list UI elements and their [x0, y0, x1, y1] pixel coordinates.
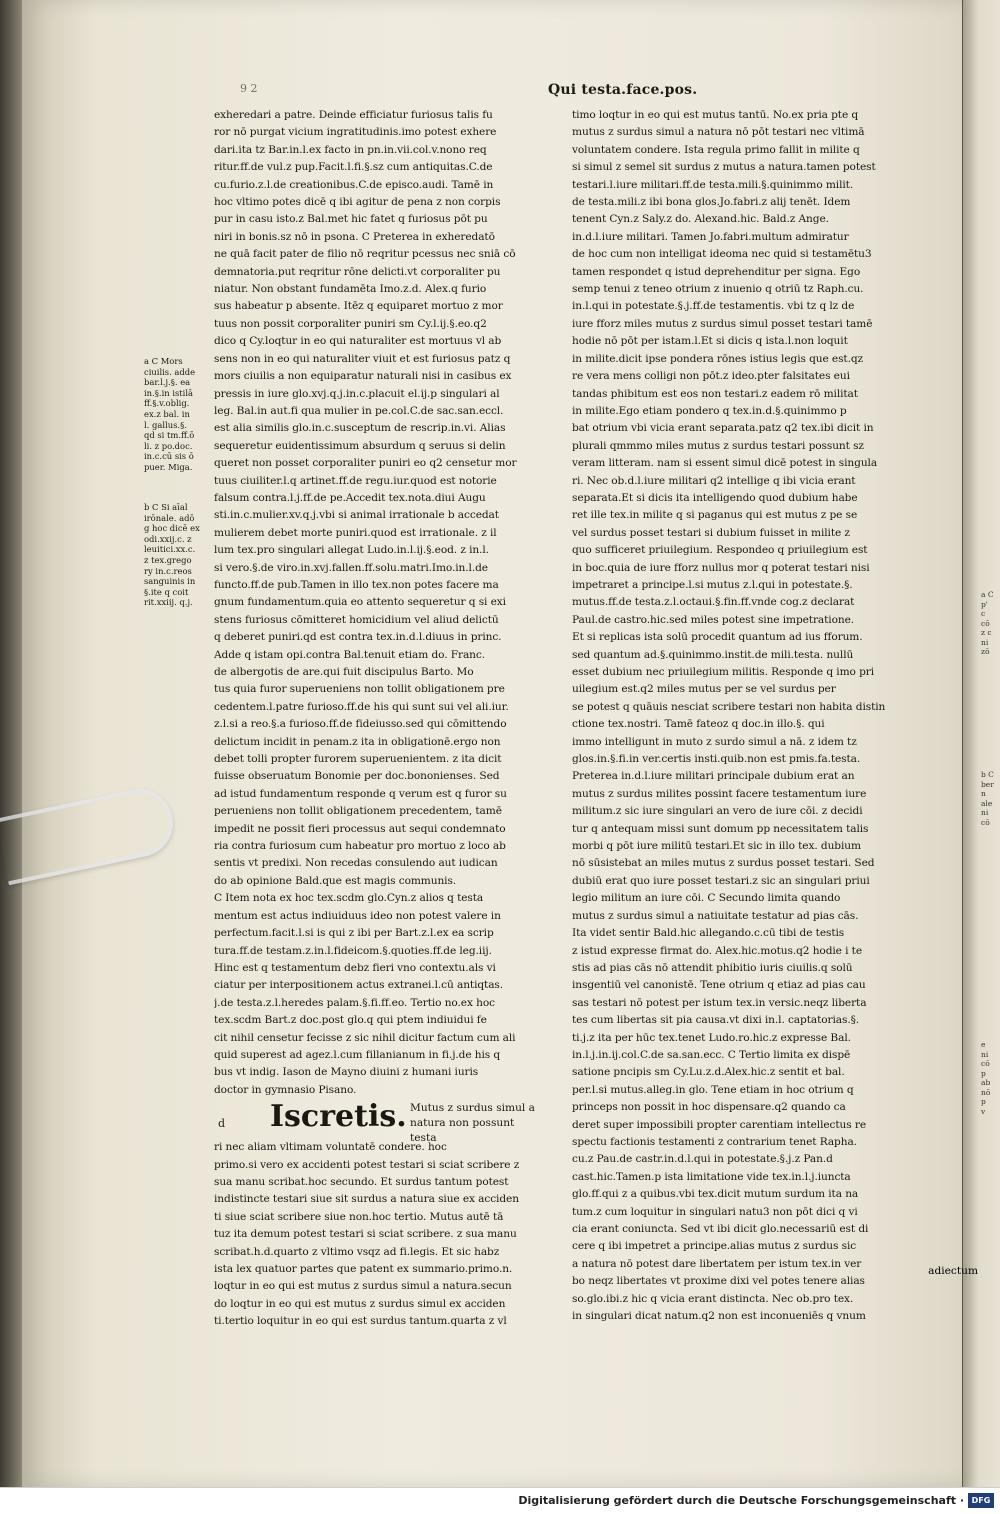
initial-side-text [410, 1101, 540, 1146]
text-line: iure fforz miles mutus z surdus simul posset testari tamē [572, 317, 873, 330]
text-line: tura.ff.de testam.z.in.l.fideicom.§.quoties.ff.de leg.iij. [214, 944, 492, 957]
text-line: mors ciuilis a non equiparatur naturali nisi in casibus ex [214, 370, 512, 383]
text-line: separata.Et si dicis ita intelligendo quod dubium habe [572, 491, 858, 504]
text-line: bo neqz libertates vt proxime dixi vel potes tenere alias [572, 1275, 865, 1288]
note-line: g hoc dicē ex [144, 523, 200, 534]
text-line: morbi q pōt iure militū testari.Et sic in illo tex. dubium [572, 840, 861, 853]
note-line: ale [981, 798, 993, 808]
note-line: ab [981, 1078, 991, 1087]
text-line: glo.ff.qui z a quibus.vbi tex.dicit mutum surdum ita na [572, 1188, 859, 1201]
text-line: de albergotis de are.qui fuit discipulus Barto. Mo [214, 666, 474, 678]
funding-credit: Digitalisierung gefördert durch die Deutsche Forschungsgemeinschaft · [518, 1494, 964, 1507]
note-line: ciuilis. adde [144, 366, 196, 377]
text-line: sequeretur euidentissimum absurdum q seruus si delin [214, 439, 506, 452]
text-line: in.l.qui in potestate.§.j.ff.de testamentis. vbi tz q lz de [572, 300, 855, 313]
text-line: functo.ff.de pub.Tamen in illo tex.non potes facere ma [214, 578, 499, 591]
marginal-note-b [144, 502, 214, 608]
note-line: ex.z bal. in [144, 408, 190, 419]
text-line: semp tenui z teneo otrium z inuenio q otriū tz Raph.cu. [572, 283, 864, 296]
text-line: in milite.dicit ipse pondera rōnes istius legis que est.qz [572, 352, 864, 365]
text-line: do ab opinione Bald.que est magis communis. [214, 874, 457, 887]
text-line: vel surdus posset testari si dubium fuisset in milite z [572, 526, 850, 539]
text-line: mentum est actus indiuiduus ideo non potest valere in [214, 909, 501, 922]
text-line: in milite.Ego etiam pondero q tex.in.d.§.quinimmo p [572, 404, 847, 417]
left-text-column [214, 107, 536, 1331]
note-line: ry in.c.reos [144, 565, 192, 576]
text-line: de hoc cum non intelligat ideoma nec quid si testamētu3 [572, 248, 872, 261]
text-line: tes cum libertas sit pia causa.vt dixi in.l. captatorias.§. [572, 1014, 860, 1027]
note-line: zō [981, 647, 990, 656]
text-line: delictum incidit in penam.z ita in obligationē.ergo non [214, 735, 501, 748]
note-line: bar.l.j.§. ea [144, 377, 191, 388]
text-line: Mutus z surdus simul a [410, 1102, 535, 1115]
text-line: quo sufficeret priuilegium. Respondeo q priuilegium est [572, 544, 868, 557]
text-line: queret non posset corporaliter puniri eo q2 censetur mor [214, 457, 517, 470]
note-line: b C Si aīal [144, 502, 188, 512]
text-line: mutus z surdus simul a natura nō pōt testari nec vltimā [572, 126, 865, 139]
note-line: cō [981, 817, 990, 827]
text-line: tamen respondet q istud deprehenditur per signa. Ego [572, 265, 861, 278]
adjacent-page-edge [962, 0, 1000, 1487]
text-line: exheredari a patre. Deinde efficiatur furiosus talis fu [214, 109, 493, 121]
text-line: natura non possunt testa [410, 1117, 515, 1145]
text-line: nō sūsistebat an miles mutus z surdus posset testari. Sed [572, 857, 875, 870]
note-line: z tex.grego [144, 554, 192, 565]
text-line: z.l.si a reo.§.a furioso.ff.de fideiusso.sed qui cōmittendo [214, 718, 507, 731]
running-title: Qui testa.face.pos. [548, 82, 698, 98]
dfg-logo: DFG [968, 1493, 994, 1508]
text-line: tenent Cyn.z Saly.z do. Alexand.hic. Bald.z Ange. [572, 213, 829, 226]
note-line: rit.xxiij. q.j. [144, 597, 193, 608]
text-line: stis ad pias cās nō attendit phibitio iuris ciuilis.q solū [572, 961, 853, 974]
text-line: stens furiosus cōmitteret homicidium vel aliud delictū [214, 613, 499, 626]
text-line: mutus.ff.de testa.z.l.octaui.§.fin.ff.vnde cog.z declarat [572, 596, 855, 609]
text-line: esset dubium nec priuilegium militis. Responde q imo pri [572, 666, 875, 678]
text-line: ret ille tex.in milite q si paganus qui est mutus z pe se [572, 509, 858, 522]
text-line: princeps non possit in hoc dispensare.q2 quando ca [572, 1101, 846, 1114]
footer-bar [0, 1487, 1000, 1514]
text-line: pur in casu isto.z Bal.met hic fatet q furiosus pōt pu [214, 213, 488, 226]
text-line: tuus non possit corporaliter puniri sm Cy.l.ij.§.eo.q2 [214, 317, 487, 330]
text-line: j.de testa.z.l.heredes palam.§.fi.ff.eo. Tertio no.ex hoc [214, 996, 495, 1009]
note-line: li. z po.doc. [144, 440, 193, 451]
text-line: uilegium est.q2 miles mutus per se vel surdus per [572, 683, 836, 696]
text-line: cu.z Pau.de castr.in.d.l.qui in potestate.§.j.z Pan.d [572, 1153, 833, 1166]
note-line: c [981, 609, 986, 618]
note-line: ni [981, 808, 989, 817]
note-line: b C [981, 770, 994, 779]
text-line: z istud expresse firmat do. Alex.hic.motus.q2 hodie i te [572, 944, 862, 957]
text-line: cere q ibi impetret a principe.alias mutus z surdus sic [572, 1240, 857, 1253]
note-line: p [981, 1068, 986, 1078]
text-line: cedentem.l.patre furioso.ff.de his qui sunt sui vel ali.iur. [214, 700, 509, 713]
text-line: ctione tex.nostri. Tamē fateoz q doc.in illo.§. qui [572, 718, 825, 731]
text-line: se potest q quāuis nesciat scribere testari non habita distin [572, 700, 886, 713]
text-line: glos.in.§.fi.in ver.certis insti.quib.non est pmis.fa.testa. [572, 753, 861, 766]
adjacent-page-fragment-lower [981, 1040, 1000, 1116]
text-line: tuus ciuiliter.l.q artinet.ff.de regu.iur.quod est notorie [214, 474, 497, 487]
text-line: ti.j.z ita per hūc tex.tenet Ludo.ro.hic.z expresse Bal. [572, 1031, 851, 1044]
text-line: ri. Nec ob.d.l.iure militari q2 intellige q ibi vicia erant [572, 474, 856, 487]
text-line: si vero.§.de viro.in.xvj.fallen.ff.solu.matri.Imo.in.l.de [214, 561, 488, 574]
text-line: scribat.h.d.quarto z vltimo vsqz ad fi.legis. Et sic habz [214, 1245, 500, 1258]
text-line: ti siue sciat scribere siue non.hoc tertio. Mutus autē tā [214, 1210, 504, 1223]
note-line: leuitici.xx.c. [144, 544, 196, 555]
text-line: testari.l.iure militari.ff.de testa.mili.§.quinimmo milit. [572, 178, 854, 191]
text-line: a natura nō potest dare libertatem per istum tex.in ver [572, 1257, 862, 1270]
text-line: sua manu scribat.hoc secundo. Et surdus tantum potest [214, 1175, 509, 1188]
text-line: tandas phibitum est eos non testari.z eadem rō militat [572, 387, 858, 400]
text-line: q deberet puniri.qd est contra tex.in.d.l.diuus in princ. [214, 631, 502, 644]
adjacent-page-fragment-middle [981, 770, 1000, 827]
text-line: si simul z semel sit surdus z mutus a natura.tamen potest [572, 161, 876, 174]
text-line: in boc.quia de iure fforz nullus mor q poterat testari nisi [572, 561, 870, 574]
note-line: cō [981, 618, 990, 628]
section-opening [214, 1099, 536, 1145]
text-line: re vera mens colligi non pōt.z ideo.pter falsitates eui [572, 370, 850, 383]
note-line: irōnale. adō [144, 512, 195, 523]
text-line: niri in bonis.sz nō in psona. C Preterea in exheredatō [214, 230, 495, 243]
note-line: p [981, 1097, 986, 1106]
text-line: sed quantum ad.§.quinimmo.instit.de mili.testa. nullū [572, 648, 854, 661]
text-line: impedit ne possit fieri processus aut sequi condemnato [214, 822, 506, 835]
text-line: ritur.ff.de vul.z pup.Facit.l.fi.§.sz cum antiquitas.C.de [214, 161, 493, 174]
text-line: demnatoria.put reqritur rōne delicti.vt corporaliter pu [214, 265, 501, 278]
text-line: voluntatem condere. Ista regula primo fallit in milite q [572, 143, 860, 156]
note-line: z c [981, 628, 992, 637]
text-line: ne quā facit pater de filio nō reqritur pcessus nec sniā cō [214, 248, 516, 261]
text-line: timo loqtur in eo qui est mutus tantū. No.ex pria pte q [572, 109, 859, 121]
text-line: sti.in.c.mulier.xv.q.j.vbi si animal irrationale b accedat [214, 509, 499, 522]
text-line: fuisse obseruatum Bonomie per doc.bononienses. Sed [214, 770, 500, 783]
text-line: per.l.si mutus.alleg.in glo. Tene etiam in hoc otrium q [572, 1083, 854, 1096]
text-line: tur q antequam missi sunt domum pp necessitatem talis [572, 822, 869, 835]
text-line: tuz ita demum potest testari si sciat scribere. z sua manu [214, 1228, 517, 1241]
text-line: doctor in gymnasio Pisano. [214, 1083, 357, 1096]
text-line: cu.furio.z.l.de creationibus.C.de episco.audi. Tamē in [214, 178, 494, 191]
note-line: ff.§.v.oblig. [144, 398, 190, 409]
text-line: sus habeatur p absente. Itēz q equiparet mortuo z mor [214, 300, 503, 313]
text-line: dari.ita tz Bar.in.l.ex facto in pn.in.vii.col.v.nono req [214, 143, 487, 156]
text-line: perueniens non tollit obligationem precedentem, tamē [214, 805, 502, 818]
text-line: impetraret a principe.l.si mutus z.l.qui in potestate.§. [572, 578, 853, 591]
text-line: niatur. Non obstant fundamēta Imo.z.d. Alex.q furio [214, 283, 487, 296]
text-line: perfectum.facit.l.si is qui z ibi per Bart.z.l.ex ea scrip [214, 927, 494, 940]
text-line: ad istud fundamentum responde q verum est q furor su [214, 787, 507, 800]
text-line: cit nihil censetur fecisse z sic nihil dicitur factum cum ali [214, 1031, 516, 1044]
text-line: ror nō purgat vicium ingratitudinis.imo potest exhere [214, 126, 497, 139]
text-line: militum.z sic iure singulari an vero de iure cōi. z decidi [572, 805, 863, 818]
text-line: ista lex quatuor partes que patent ex summario.primo.n. [214, 1263, 513, 1275]
text-line: hoc vltimo potes dicē q ibi agitur de pena z non corpis [214, 196, 501, 209]
text-line: mulierem debet morte puniri.quod est irrationale. z il [214, 526, 497, 539]
text-line: Hinc est q testamentum debz fieri vno contextu.als vi [214, 961, 496, 974]
text-line: falsum contra.l.j.ff.de pe.Accedit tex.nota.diui Augu [214, 491, 486, 504]
text-line: ciatur per interpositionem actus extranei.l.cū antiqtas. [214, 979, 504, 992]
text-line: hodie nō pōt per istam.l.Et si dicis q ista.l.non loquit [572, 335, 848, 348]
adjacent-page-fragment-upper [981, 590, 1000, 657]
text-line: mutus z surdus simul a natiuitate testatur ad pias cās. [572, 909, 859, 922]
text-line: mutus z surdus milites possint facere testamentum iure [572, 787, 867, 800]
right-text-column [572, 107, 894, 1325]
text-line: quid superest ad agez.l.cum fillanianum in fi.j.de his q [214, 1048, 501, 1061]
text-line: lum tex.pro singulari allegat Ludo.in.l.ij.§.eod. z in.l. [214, 544, 489, 557]
text-line: pressis in iure glo.xvj.q.j.in.c.placuit el.ij.p singulari al [214, 387, 500, 400]
text-line: tus quia furor superueniens non tollit obligationem pre [214, 683, 505, 696]
text-line: deret super impossibili propter carentiam intellectus re [572, 1118, 866, 1131]
text-line: dubiū erat quo iure posset testari.z sic an singulari priui [572, 874, 870, 887]
text-line: Adde q istam opi.contra Bal.tenuit etiam do. Franc. [214, 648, 486, 661]
text-line: do loqtur in eo qui est mutus z surdus simul ex acciden [214, 1297, 506, 1310]
text-line: est alia similis glo.in.c.susceptum de rescrip.in.vi. Alias [214, 422, 506, 435]
text-line: gnum fundamentum.quia eo attento sequeretur q si exi [214, 596, 506, 609]
note-line: sanguinis in [144, 576, 196, 587]
note-line: in.c.cū sis ō [144, 451, 194, 462]
note-line: in.§.in istilā [144, 387, 194, 398]
text-line: sas testari nō potest per istum tex.in versic.neqz liberta [572, 996, 867, 1009]
text-line: bat otrium vbi vicia erant separata.patz q2 tex.ibi dicit in [572, 422, 874, 435]
note-line: nō [981, 1087, 991, 1097]
note-line: cō [981, 1059, 990, 1068]
text-line: Et si replicas ista solū procedit quantum ad ius fforum. [572, 631, 863, 644]
text-line: Preterea in.d.l.iure militari principale dubium erat an [572, 770, 855, 783]
text-line: in.l.j.in.ij.col.C.de sa.san.ecc. C Tertio limita ex dispē [572, 1048, 851, 1061]
text-line: ria contra furiosum cum habeatur pro mortuo z loco ab [214, 840, 506, 853]
marginal-note-a [144, 356, 214, 473]
folio-mark: 9 2 [240, 82, 258, 95]
text-line: C Item nota ex hoc tex.scdm glo.Cyn.z alios q testa [214, 892, 484, 905]
text-line: cia erant coniuncta. Sed vt ibi dicit glo.necessariū est di [572, 1223, 869, 1235]
text-line: tex.scdm Bart.z doc.post glo.q qui ptem indiuidui fe [214, 1014, 487, 1027]
note-line: p' [981, 599, 988, 609]
note-line: puer. Miga. [144, 461, 193, 472]
text-line: legio militum an iure cōi. C Secundo limita quando [572, 892, 841, 905]
text-line: veram litteram. nam si essent simul dicē potest in singula [572, 457, 878, 470]
note-line: a C Mors [144, 356, 183, 366]
text-line: ti.tertio loquitur in eo qui est surdus tantum.quarta z vl [214, 1315, 507, 1328]
text-line: tum.z cum loquitur in singulari natu3 non pōt dici q vi [572, 1205, 858, 1218]
text-line: primo.si vero ex accidenti potest testari si sciat scribere z [214, 1158, 520, 1171]
note-line: qd si tm.ff.ō [144, 430, 195, 441]
text-line: debet tolli propter furorem superuenientem. z ita dicit [214, 753, 502, 766]
note-line: ni [981, 637, 989, 647]
text-line: satione pncipis sm Cy.Lu.z.d.Alex.hic.z sentit et bal. [572, 1066, 845, 1079]
text-line: sens non in eo qui naturaliter viuit et est furiosus patz q [214, 352, 511, 365]
text-line: in.d.l.iure militari. Tamen Jo.fabri.multum admiratur [572, 230, 849, 243]
text-line: Paul.de castro.hic.sed miles potest sine impetratione. [572, 613, 855, 626]
text-line: loqtur in eo qui est mutus z surdus simul a natura.secun [214, 1280, 512, 1293]
note-marker: d [218, 1117, 226, 1131]
text-line: leg. Bal.in aut.fi qua mulier in pe.col.C.de sac.san.eccl. [214, 404, 504, 417]
text-line: plurali qmmmo miles mutus z surdus testari possunt sz [572, 439, 864, 452]
text-line: Ita videt sentir Bald.hic allegando.c.cū tibi de testis [572, 927, 845, 940]
text-line: ri nec aliam vltimam voluntatē condere. hoc [214, 1141, 447, 1154]
text-line: in singulari dicat natum.q2 non est inconueniēs q vnum [572, 1310, 866, 1323]
note-line: n [981, 789, 986, 798]
text-line: indistincte testari siue sit surdus a natura siue ex acciden [214, 1193, 519, 1206]
note-line: a C [981, 590, 994, 599]
note-line: odi.xxij.c. z [144, 533, 192, 544]
text-line: sentis vt predixi. Non recedas consulendo aut iudican [214, 857, 498, 870]
note-line: ber [981, 779, 994, 789]
text-line: bus vt indig. Iason de Mayno diuini z humani iuris [214, 1066, 479, 1079]
note-line: l. gallus.§. [144, 419, 187, 430]
note-line: ni [981, 1049, 989, 1059]
decorated-initial: Iscretis. [270, 1099, 407, 1135]
text-line: immo intelligunt in muto z surdo simul a nā. z idem tz [572, 735, 857, 748]
book-binding-edge [0, 0, 22, 1487]
text-line: cast.hic.Tamen.p ista limitatione vide tex.in.l.j.iuncta [572, 1170, 851, 1183]
note-line: e [981, 1040, 986, 1049]
text-line: dico q Cy.loqtur in eo qui naturaliter est mortuus vl ab [214, 335, 502, 348]
catchword: adiectum [928, 1265, 978, 1277]
note-line: §.ite q coit [144, 586, 189, 597]
text-line: spectu factionis testamenti z contrarium tenet Rapha. [572, 1135, 857, 1148]
note-line: v [981, 1106, 986, 1116]
text-line: de testa.mili.z ibi bona glos.Jo.fabri.z alij tenēt. Idem [572, 196, 851, 209]
text-line: insgentiū vel canonistē. Tene otrium q etiaz ad pias cau [572, 979, 866, 992]
text-line: so.glo.ibi.z hic q vicia erant distincta. Nec ob.pro tex. [572, 1292, 854, 1305]
